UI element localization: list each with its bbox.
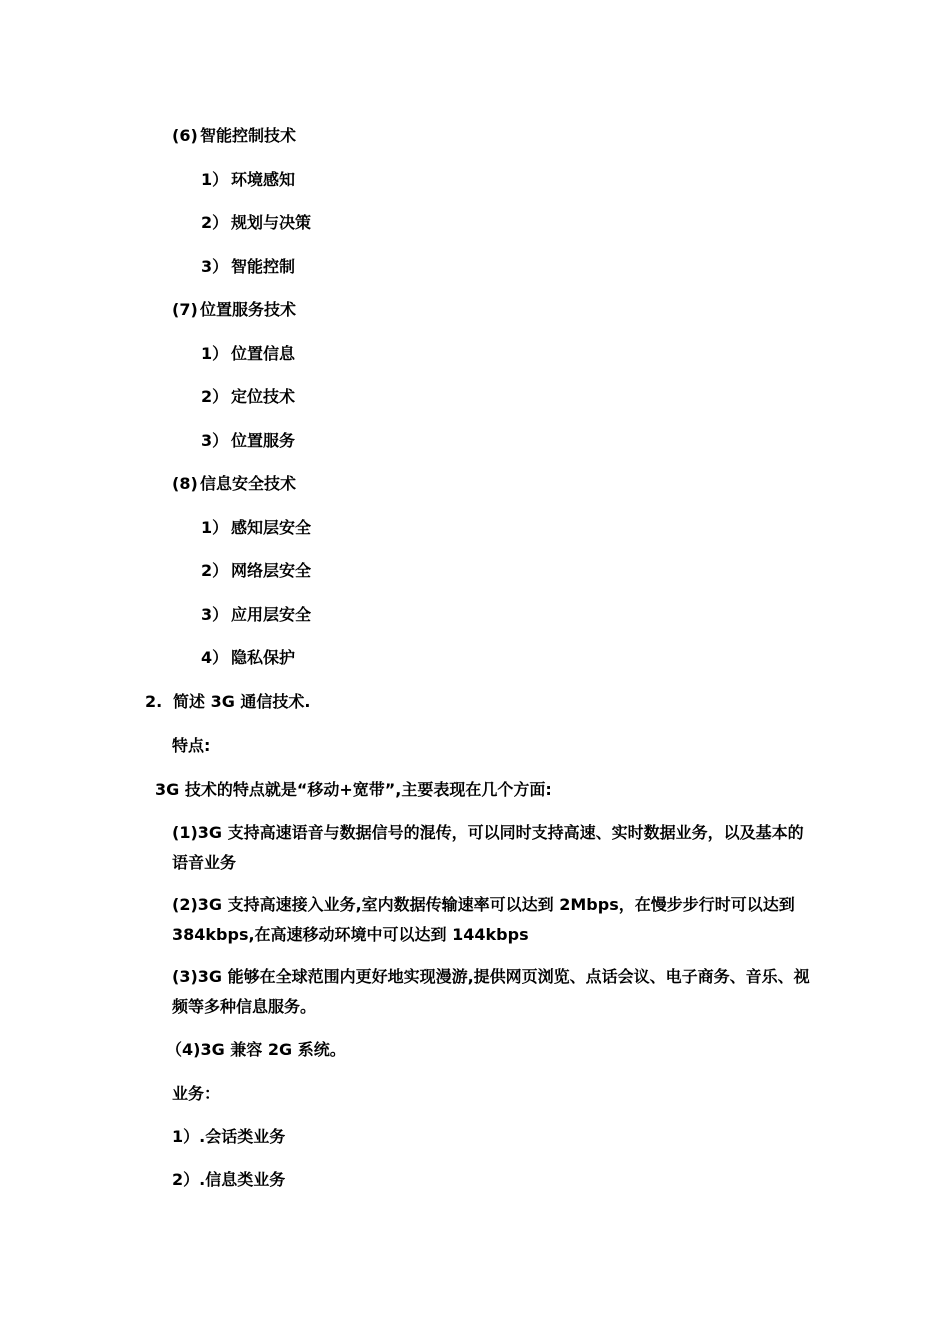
list-item: [201, 257, 295, 277]
list-item-text: 智能控制: [231, 257, 296, 276]
list-item-number: 4）: [201, 648, 229, 667]
list-item-number: 2）: [201, 213, 229, 232]
list-item-text: 网络层安全: [231, 561, 312, 580]
list-item: [201, 170, 295, 190]
service-item: 2）.信息类业务: [172, 1170, 286, 1189]
feature-paragraph: （4)3G 兼容 2G 系统。: [166, 1040, 346, 1059]
list-item-number: 3）: [201, 431, 229, 450]
list-item: [201, 518, 311, 538]
list-item-number: 3）: [201, 257, 229, 276]
section-number: (8): [172, 474, 198, 493]
section-heading: [172, 474, 296, 494]
list-item: [201, 344, 295, 364]
feature-paragraph: (2)3G 支持高速接入业务,室内数据传输速率可以达到 2Mbps，在慢步步行时可以达到 384kbps,在高速移动环境中可以达到 144kbps: [172, 895, 795, 944]
question-heading: [145, 692, 311, 712]
list-item: [201, 431, 295, 451]
list-item-number: 1）: [201, 344, 229, 363]
feature-paragraph: (3)3G 能够在全球范围内更好地实现漫游,提供网页浏览、点话会议、电子商务、音乐、视频等多种信息服务。: [172, 967, 810, 1016]
list-item-text: 规划与决策: [231, 213, 312, 232]
section-title: 位置服务技术: [200, 300, 297, 319]
section-number: (6): [172, 126, 198, 145]
list-item-text: 位置服务: [231, 431, 296, 450]
list-item-text: 环境感知: [231, 170, 296, 189]
features-intro: 3G 技术的特点就是“移动+宽带”,主要表现在几个方面:: [155, 780, 552, 799]
section-heading: [172, 300, 296, 320]
list-item-number: 3）: [201, 605, 229, 624]
list-item: [201, 561, 311, 581]
features-label: 特点:: [172, 736, 211, 755]
service-item: 1）.会话类业务: [172, 1127, 286, 1146]
list-item-text: 感知层安全: [231, 518, 312, 537]
list-item-text: 应用层安全: [231, 605, 312, 624]
list-item-number: 1）: [201, 170, 229, 189]
question-text: 简述 3G 通信技术.: [173, 692, 311, 711]
list-item: [201, 387, 295, 407]
list-item: [201, 213, 311, 233]
list-item-text: 隐私保护: [231, 648, 296, 667]
list-item-number: 2）: [201, 387, 229, 406]
list-item-text: 定位技术: [231, 387, 296, 406]
question-number: 2.: [145, 692, 163, 711]
list-item-text: 位置信息: [231, 344, 296, 363]
section-title: 智能控制技术: [200, 126, 297, 145]
list-item: [201, 605, 311, 625]
services-label: 业务：: [172, 1084, 221, 1103]
section-heading: [172, 126, 296, 146]
list-item-number: 2）: [201, 561, 229, 580]
list-item: [201, 648, 295, 668]
list-item-number: 1）: [201, 518, 229, 537]
feature-paragraph: (1)3G 支持高速语音与数据信号的混传，可以同时支持高速、实时数据业务，以及基本的语音业务: [172, 823, 804, 872]
section-title: 信息安全技术: [200, 474, 297, 493]
section-number: (7): [172, 300, 198, 319]
